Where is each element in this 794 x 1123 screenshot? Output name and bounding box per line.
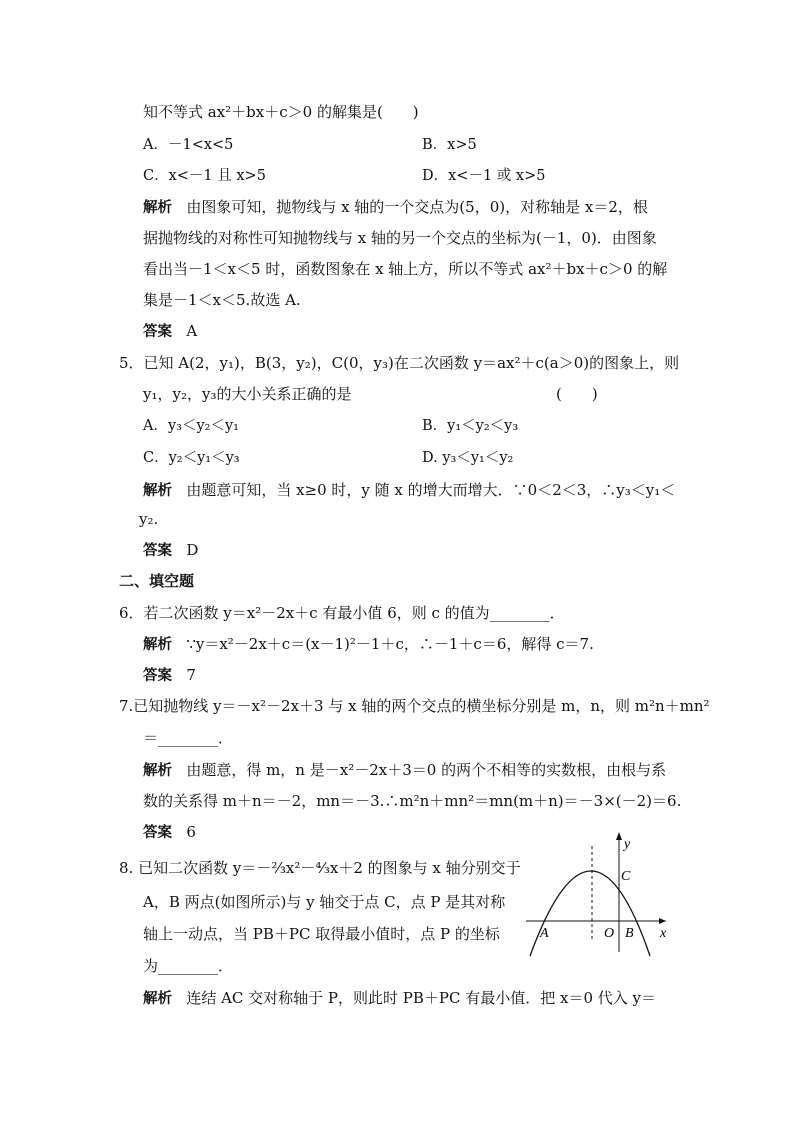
answer-label: 答案 [143, 324, 172, 340]
answer-label: 答案 [143, 668, 172, 684]
q4-analysis-line-3: 看出当－1＜x＜5 时，函数图象在 x 轴上方，所以不等式 ax²＋bx＋c＞0 的解 [143, 260, 668, 278]
q4-analysis-line-4: 集是－1＜x＜5.故选 A. [143, 291, 301, 309]
analysis-text: ∵y＝x²－2x＋c＝(x－1)²－1＋c，∴－1＋c＝6，解得 c＝7. [186, 635, 594, 653]
analysis-text: 由题意，得 m，n 是－x²－2x＋3＝0 的两个不相等的实数根，由根与系 [186, 761, 667, 779]
y-axis-arrow [616, 832, 622, 840]
q4-answer [143, 321, 197, 342]
analysis-text: 连结 AC 交对称轴于 P，则此时 PB＋PC 有最小值．把 x＝0 代入 y＝ [186, 989, 657, 1007]
q4-option-b: B．x>5 [422, 137, 477, 153]
analysis-label: 解析 [143, 637, 172, 653]
answer-value: A [186, 322, 198, 340]
label-b: B [625, 926, 634, 941]
q7-analysis-line-2: 数的关系得 m＋n＝－2，mn＝－3.∴m²n＋mn²＝mn(m＋n)＝－3×(－2)＝6. [143, 792, 682, 810]
q7-answer [143, 822, 196, 843]
parabola-curve [530, 871, 650, 956]
q8-parabola-figure [520, 828, 680, 958]
x-axis-arrow [659, 918, 666, 924]
label-x: x [660, 926, 667, 941]
analysis-label: 解析 [143, 763, 172, 779]
q8-stem-line-1: 8. 已知二次函数 y＝－⅔x²－⁴⁄₃x＋2 的图象与 x 轴分别交于 [119, 859, 521, 877]
q5-stem-line-1: 5．已知 A(2，y₁)，B(3，y₂)，C(0，y₃)在二次函数 y＝ax²＋c(a＞0)的图象上，则 [119, 354, 680, 372]
q5-answer [143, 540, 198, 561]
answer-label: 答案 [143, 543, 172, 559]
q7-analysis-line-1 [143, 760, 666, 781]
q5-option-b: B．y₁＜y₂＜y₃ [422, 418, 519, 434]
answer-value: D [186, 541, 199, 559]
analysis-label: 解析 [143, 200, 172, 216]
q7-stem-line-2: ＝________． [143, 729, 234, 747]
q5-option-a: A．y₃＜y₂＜y₁ [143, 418, 239, 434]
q5-analysis-line-1 [143, 480, 675, 501]
q4-analysis-line-1 [143, 197, 648, 218]
q4-option-c: C．x<－1 且 x>5 [143, 168, 266, 184]
label-c: C [621, 869, 631, 884]
analysis-text: 由题意可知，当 x≥0 时，y 随 x 的增大而增大．∵0＜2＜3，∴y₃＜y₁＜ [186, 481, 676, 499]
answer-value: 6 [186, 823, 196, 841]
q5-option-c: C．y₂＜y₁＜y₃ [143, 450, 240, 466]
answer-label: 答案 [143, 825, 172, 841]
q6-analysis [143, 634, 594, 655]
q6-answer [143, 665, 196, 686]
q8-stem-line-3: 轴上一动点，当 PB＋PC 取得最小值时，点 P 的坐标 [143, 925, 500, 943]
q4-stem: 知不等式 ax²＋bx＋c＞0 的解集是( ) [143, 103, 419, 121]
label-y: y [624, 837, 631, 852]
section-heading: 二、填空题 [119, 572, 195, 590]
q4-option-a: A．－1<x<5 [143, 137, 234, 153]
label-o: O [604, 926, 615, 941]
q8-stem-line-4: 为________． [143, 957, 234, 975]
analysis-text: 由图象可知，抛物线与 x 轴的一个交点为(5，0)，对称轴是 x＝2，根 [186, 198, 648, 216]
answer-value: 7 [186, 666, 196, 684]
q5-stem-line-2: y₁，y₂，y₃的大小关系正确的是 [143, 385, 352, 403]
q6-stem: 6．若二次函数 y＝x²－2x＋c 有最小值 6，则 c 的值为________． [119, 604, 565, 622]
q5-analysis-line-2: y₂. [139, 510, 159, 528]
q4-option-d: D．x<－1 或 x>5 [422, 168, 546, 184]
q5-answer-paren: ( ) [556, 385, 598, 403]
q8-analysis [143, 988, 656, 1009]
analysis-label: 解析 [143, 483, 172, 499]
q7-stem-line-1: 7.已知抛物线 y＝－x²－2x＋3 与 x 轴的两个交点的横坐标分别是 m，n，则 m²n＋mn² [119, 697, 710, 715]
analysis-label: 解析 [143, 991, 172, 1007]
q8-stem-line-2: A，B 两点(如图所示)与 y 轴交于点 C，点 P 是其对称 [143, 893, 506, 911]
q4-analysis-line-2: 据抛物线的对称性可知抛物线与 x 轴的另一个交点的坐标为(－1，0)．由图象 [143, 229, 657, 247]
label-a: A [540, 926, 549, 941]
q5-option-d: D. y₃＜y₁＜y₂ [422, 450, 514, 466]
